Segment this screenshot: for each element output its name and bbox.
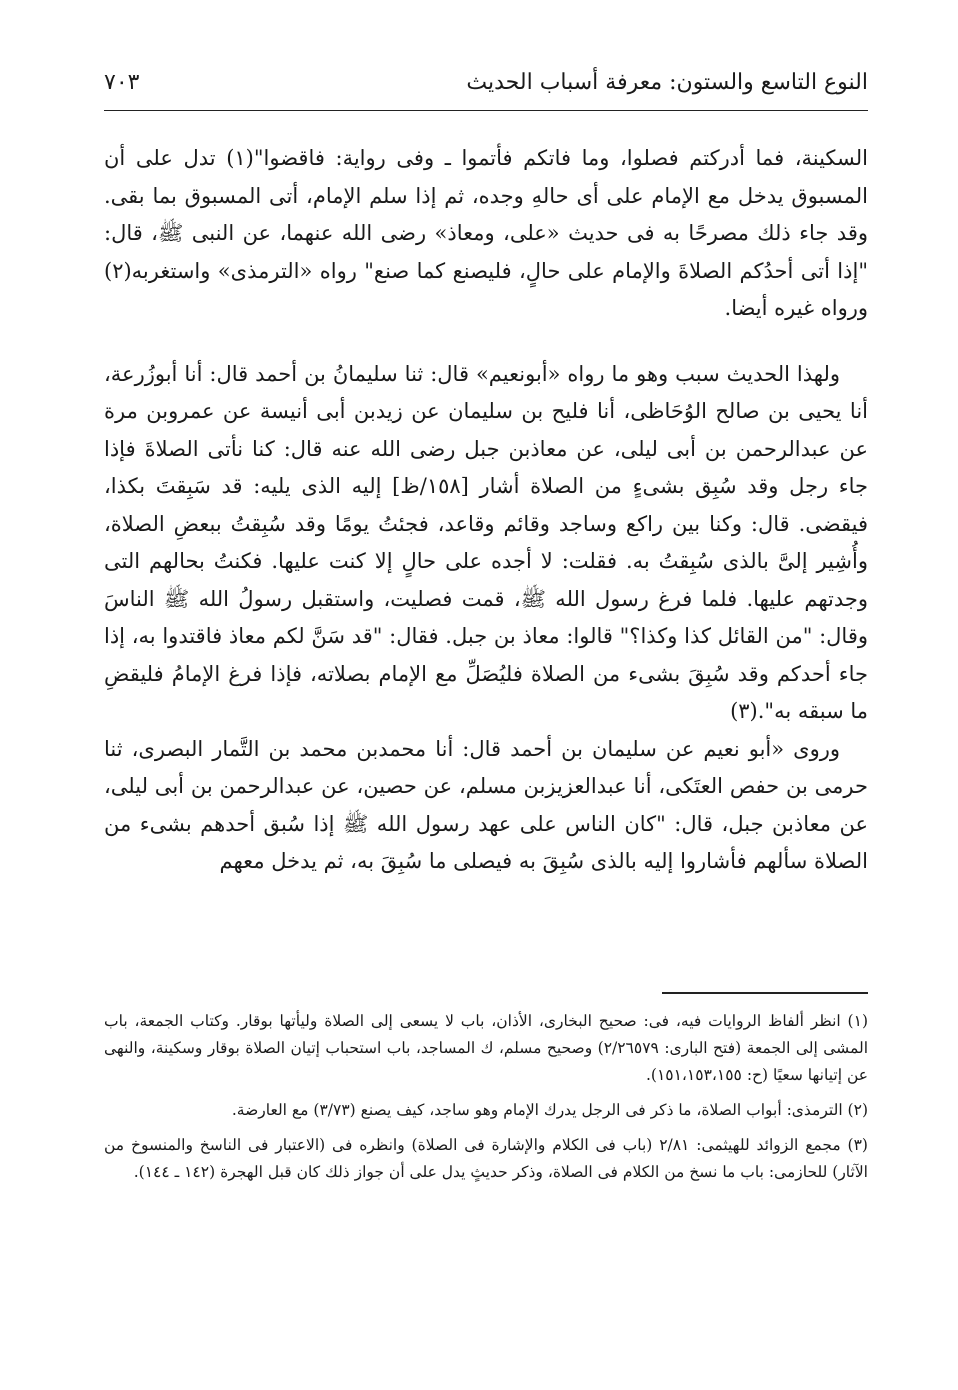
page-number: ٧٠٣ [104, 69, 140, 95]
paragraph-1: السكينة، فما أدركتم فصلوا، وما فاتكم فأتموا ـ وفى رواية: فاقضوا"(١) تدل على أن المسبوق يدخل مع الإمام على أى حالهِ وجده، ثم إذا سلم الإمام، أتى المسبوق بما بقى. وقد جاء ذلك مصرحًا به فى حديث «على، ومعاذ» رضى الله عنهما، عن النبى ﷺ، قال: "إذا أتى أحدُكم الصلاةَ والإمام على حالٍ، فليصنع كما صنع" رواه «الترمذى» واستغربه(٢) ورواه غيره أيضا. [104, 146, 868, 320]
footnote-3: (٣) مجمع الزوائد للهيثمى: ٢/٨١ (باب فى الكلام والإشارة فى الصلاة) وانظره فى (الاعتبار فى الناسخ والمنسوخ من الآثار) للحازمى: باب ما نسخ من الكلام فى الصلاة، وذكر حديثٍ يدل على أن جواز ذلك كان قبل الهجرة (١٤٢ ـ ١٤٤). [104, 1136, 868, 1181]
footnote-2: (٢) الترمذى: أبواب الصلاة، ما ذكر فى الرجل يدرك الإمام وهو ساجد، كيف يصنع (٣/٧٣) مع العارضة. [231, 1101, 868, 1119]
running-title: النوع التاسع والستون: معرفة أسباب الحديث [466, 69, 868, 95]
main-text [104, 140, 868, 881]
footnote-divider [662, 992, 868, 994]
paragraph-3: وروى «أبو نعيم عن سليمان بن أحمد قال: أنا محمدبن محمد بن التَّمار البصرى، ثنا حرمى بن حفص العتَكى، أنا عبدالعزيزبن مسلم، عن حصين، عن عبدالرحمن بن أبى ليلى، عن معاذبن جبل، قال: "كان الناس على عهد رسول الله ﷺ إذا سُبق أحدهم بشىء من الصلاة سألهم فأشاروا إليه بالذى سُبِقَ به فيصلى ما سُبِقَ به، ثم يدخل معهم [104, 736, 868, 873]
footnotes [104, 1008, 868, 1194]
paragraph-2: ولهذا الحديث سبب وهو ما رواه «أبونعيم» قال: ثنا سليمانُ بن أحمد قال: أنا أبوزُرعة، أنا يحيى بن صالح الوُحَاظى، أنا فليح بن سليمان عن زيدبن أبى أنيسة عن عمروبن مرة عن عبدالرحمن بن أبى ليلى، عن معاذبن جبل رضى الله عنه قال: كنا نأتى الصلاةَ فإذا جاء رجل وقد سُبِق بشىءٍ من الصلاة أشار [١٥٨/ظ] إليه الذى يليه: قد سَبِقتَ بكذا، فيقضى. قال: وكنا بين راكع وساجد وقائم وقاعد، فجئتُ يومًا وقد سُبِقتُ ببعضِ الصلاة، وأُشِير إلىَّ بالذى سُبِقتُ به. فقلت: لا أجده على حالٍ إلا كنت عليها. فكنتُ بحالهم التى وجدتهم عليها. فلما فرغ رسول الله ﷺ، قمت فصليت، واستقبل رسولُ الله ﷺ الناسَ وقال: "من القائل كذا وكذا؟" قالوا: معاذ بن جبل. فقال: "قد سَنَّ لكم معاذ فاقتدوا به، إذا جاء أحدكم وقد سُبِقَ بشىء من الصلاة فليُصَلِّ مع الإمام بصلاته، فإذا فرغ الإمامُ فليقضِ ما سبقه به".(٣) [104, 361, 868, 723]
page-header [104, 62, 868, 102]
header-divider [104, 110, 868, 111]
footnote-1: (١) انظر ألفاظ الروايات فيه، فى: صحيح البخارى، الأذان، باب لا يسعى إلى الصلاة وليأتها بوقار. وكتاب الجمعة، باب المشى إلى الجمعة (فتح البارى: ٢/٢٦٥٧٩) وصحيح مسلم، ك المساجد، باب استحباب إتيان الصلاة بوقار وسكينة، والنهى عن إتيانها سعيًا (ح: ١٥١،١٥٣،١٥٥). [104, 1012, 868, 1084]
